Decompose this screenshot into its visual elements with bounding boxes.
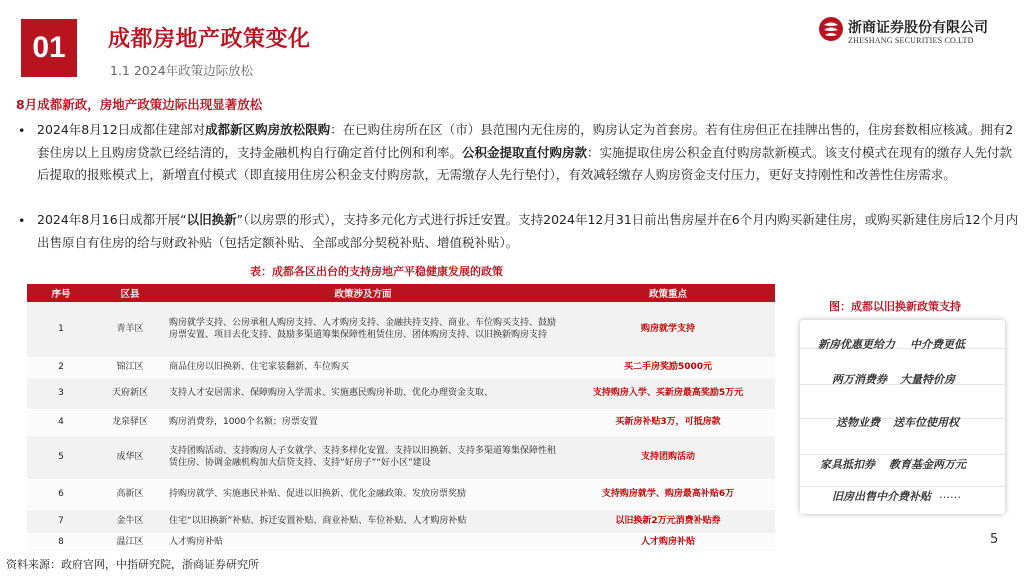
figure-tag: 家具抵扣券 [820,458,875,471]
table-row [27,357,775,377]
paragraph-2-highlight: 以旧换新 [186,212,237,227]
figure-tag-ellipsis: …… [939,488,961,501]
cell-district: 青羊区 [95,302,165,357]
table-row [27,409,775,435]
cell-no: 5 [27,435,95,479]
cell-district: 温江区 [95,533,165,551]
figure-tag: 大量特价房 [900,373,955,386]
header-policy: 政策涉及方面 [165,284,561,302]
table-row [27,533,775,551]
cell-policy: 人才购房补贴 [165,533,561,551]
section-heading: 8月成都新政，房地产政策边际出现显著放松 [16,97,263,112]
section-number-badge: 01 [21,19,77,77]
cell-no: 1 [27,302,95,357]
bullet-marker: • [18,213,26,228]
table-row [27,435,775,479]
table-row [27,377,775,409]
cell-focus: 支持购房入学、买新房最高奖励5万元 [561,377,775,409]
cell-focus: 买二手房奖励5000元 [561,357,775,377]
cell-policy: 购房消费券，1000个名额；房票安置 [165,409,561,435]
cell-no: 7 [27,509,95,533]
cell-focus: 买新房补贴3万，可抵房款 [561,409,775,435]
paragraph-2-text-a: 2024年8月16日成都开展“ [37,212,187,227]
company-logo [818,16,1008,50]
paragraph-1-text-c: ：实施提取住房公积金直付购房款新模式。该支付模式在现有的缴存人先付款后提取的报账模式上，新增直付模式（即直接用住房公积金支付购房款，无需缴存人先行垫付），有效减轻缴存人购房资金支付压力，更好支持刚性和改善性住房需求。 [37,144,1013,182]
table-header-row [27,284,775,302]
table-row [27,302,775,357]
figure-card [800,320,1005,514]
cell-no: 4 [27,409,95,435]
cell-policy: 持购房就学、实施惠民补贴、促进以旧换新、优化金融政策、发放房票奖励 [165,479,561,509]
cell-no: 6 [27,479,95,509]
cell-policy: 商品住房以旧换新、住宅家装翻新、车位购买 [165,357,561,377]
figure-tag: 教育基金两万元 [889,458,966,471]
source-note: 资料来源：政府官网，中指研究院，浙商证券研究所 [6,558,259,571]
header-no: 序号 [27,284,95,302]
cell-district: 龙泉驿区 [95,409,165,435]
paragraph-2 [37,209,1022,254]
logo-name-en: ZHESHANG SECURITIES CO.LTD [848,36,974,45]
figure-tag: 两万消费券 [832,373,887,386]
cell-no: 2 [27,357,95,377]
paragraph-1-text-a: 2024年8月12日成都住建部对 [37,122,206,137]
header-district: 区县 [95,284,165,302]
figure-tag: 送车位使用权 [893,416,959,429]
cell-district: 金牛区 [95,509,165,533]
logo-mark-icon [818,16,844,42]
table-row [27,509,775,533]
figure-tag: 中介费更低 [910,338,965,351]
cell-policy: 支持团购活动、支持购房人子女就学、支持多样化安置、支持以旧换新、支持多渠道筹集保障性租赁住房、协调金融机构加大信贷支持、支持“好房子”“好小区”建设 [165,435,561,479]
figure-divider [800,454,1005,455]
cell-no: 8 [27,533,95,551]
cell-district: 高新区 [95,479,165,509]
cell-focus: 以旧换新2万元消费补贴券 [561,509,775,533]
cell-district: 成华区 [95,435,165,479]
paragraph-1-text-b: ：在已购住房所在区（市）县范围内无住房的，购房认定为首套房。若有住房但正在挂牌出售的，住房套数相应核减。拥有2套住房以上且购房贷款已经结清的，支持金融机构自行确定首付比例和利率。 [37,122,1014,160]
figure-caption: 图：成都以旧换新政策支持 [829,300,961,313]
cell-policy: 购房就学支持、公房承租人购房支持、人才购房支持、金融扶持支持、商业、车位购买支持、鼓励房票安置、项目去化支持、鼓励多渠道筹集保障性租赁住房、团体购房支持、以旧换新购房支持 [165,302,561,357]
header-focus: 政策重点 [561,284,775,302]
page-number: 5 [990,532,999,547]
policy-table [27,284,775,552]
paragraph-1 [37,119,1022,187]
cell-policy: 支持人才安居需求、保障购房入学需求、实施惠民购房补助、优化办理资金支取、 [165,377,561,409]
cell-focus: 购房就学支持 [561,302,775,357]
page-subtitle: 1.1 2024年政策边际放松 [110,63,254,78]
table-caption: 表：成都各区出台的支持房地产平稳健康发展的政策 [250,265,503,278]
table-row [27,479,775,509]
bullet-marker: • [18,123,26,138]
cell-focus: 支持团购活动 [561,435,775,479]
cell-district: 天府新区 [95,377,165,409]
figure-tag: 送物业费 [836,416,880,429]
paragraph-1-highlight-a: 成都新区购房放松限购 [205,122,331,137]
cell-focus: 人才购房补贴 [561,533,775,551]
figure-tag: 旧房出售中介费补贴 [832,490,931,503]
paragraph-1-highlight-b: 公积金提取直付购房款 [462,144,588,160]
figure-divider [800,486,1005,487]
paragraph-2-text-b: ”（以房票的形式），支持多元化方式进行拆迁安置。支持2024年12月31日前出售房屋并在6个月内购买新建住房，或购买新建住房后12个月内出售原自有住房的给与财政补贴（包括定额补贴、全部或部分契税补贴、增值税补贴）。 [37,212,1019,250]
page-title: 成都房地产政策变化 [108,27,311,52]
cell-focus: 支持购房就学、购房最高补贴6万 [561,479,775,509]
figure-tag: 新房优惠更给力 [818,338,895,351]
cell-policy: 住宅“以旧换新”补贴、拆迁安置补贴、商业补贴、车位补贴、人才购房补贴 [165,509,561,533]
cell-district: 锦江区 [95,357,165,377]
cell-no: 3 [27,377,95,409]
logo-name-cn: 浙商证券股份有限公司 [848,20,988,36]
